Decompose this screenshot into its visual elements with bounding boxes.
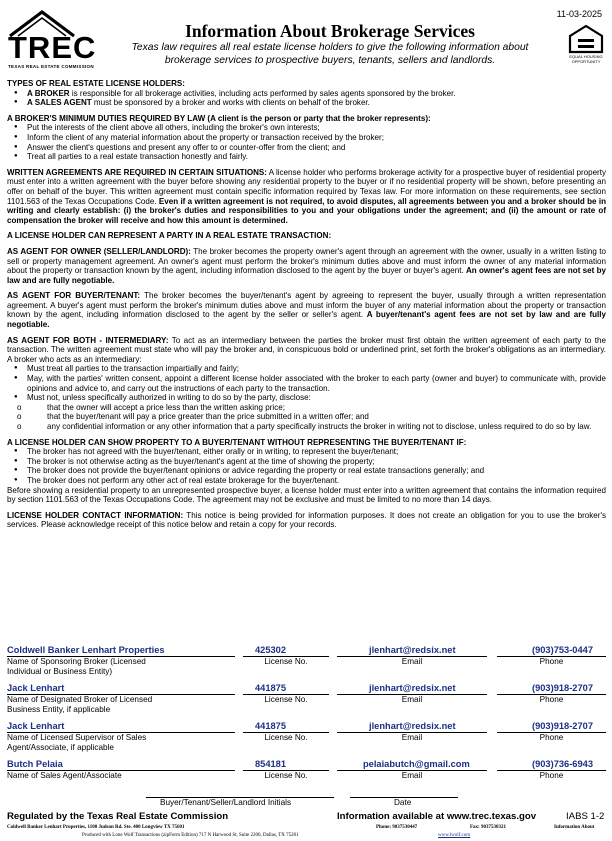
list-item: ● Must treat all parties to the transaction impartially and fairly;	[27, 364, 606, 374]
contact-license[interactable]: 854181	[255, 759, 287, 769]
contact-email[interactable]: jlenhart@redsix.net	[369, 683, 456, 693]
contact-phone[interactable]: (903)736-6943	[532, 759, 593, 769]
buyer-text: The broker becomes the buyer/tenant's agent by agreeing to represent the buyer, usually through a written representation agreement. A buyer's agent must perform the broker's minimum duties above and must inform the buyer of any material information about the property or transaction known by the agent, including information disclosed to the agent by the seller or seller's agent.	[7, 291, 606, 320]
phone-col-label: Phone	[539, 733, 564, 742]
contact-license[interactable]: 425302	[255, 645, 287, 655]
footer-fax: Fax: 9037530321	[470, 825, 506, 830]
regulated-by: Regulated by the Texas Real Estate Commission	[7, 811, 229, 822]
equal-housing-label: EQUAL HOUSING OPPORTUNITY	[569, 54, 603, 64]
disclosure-sublist	[7, 403, 606, 432]
written-text: A license holder who performs brokerage activity for a prospective buyer of residential property must enter into a written agreement with the buyer before showing any residential property to the buyer or if no residential property will be shown, before presenting an offer on behalf of the buyer. This written agreement must contain specific information required by Texas law. For more information on these requirements, see section 1101.563 of the Texas Occupations Code.	[7, 167, 606, 206]
form-id: IABS 1-2	[566, 811, 605, 822]
contact-info-text: This notice is being provided for information purposes. It does not create an obligation for you to use the broker's services. Please acknowledge receipt of this notice below and retain a copy for your records.	[7, 510, 607, 530]
list-item	[27, 89, 606, 99]
doc-name: Information About	[554, 825, 595, 830]
contact-license[interactable]: 441875	[255, 683, 287, 693]
date-label: Date	[394, 798, 412, 807]
license-col-label: License No.	[264, 695, 308, 704]
contact-name[interactable]: Jack Lenhart	[7, 683, 65, 693]
broker-def: is responsible for all brokerage activities, including acts performed by sales agents sponsored by the broker.	[69, 88, 456, 98]
intro-text: Texas law requires all real estate license holders to give the following information about brokerage services to prospective buyers, tenants, sellers and landlords.	[131, 42, 529, 66]
email-col-label: Email	[401, 695, 423, 704]
email-col-label: Email	[401, 771, 423, 780]
contact-name[interactable]: Jack Lenhart	[7, 721, 65, 731]
show-property-list	[7, 447, 606, 485]
contact-email[interactable]: jlenhart@redsix.net	[369, 645, 456, 655]
initials-label: Buyer/Tenant/Seller/Landlord Initials	[160, 798, 292, 807]
form-date: 11-03-2025	[556, 9, 602, 19]
website-link[interactable]: www.lwolf.com	[438, 833, 471, 838]
list-item: ● The broker does not provide the buyer/tenant opinions or advice regarding the property or real estate transactions generally; and	[27, 466, 606, 476]
intermediary-text: To act as an intermediary between the parties the broker must first obtain the written agreement of each party to the transaction. The written agreement must state who will pay the broker and, in conspicuous bold or underlined print, set forth the broker's obligations as an intermediary. A broker who acts as an intermediary:	[7, 335, 606, 364]
duties-heading: A BROKER'S MINIMUM DUTIES REQUIRED BY LAW (A client is the person or party that the broker represents):	[7, 113, 431, 123]
broker-term: A BROKER	[27, 88, 70, 98]
written-heading: WRITTEN AGREEMENTS ARE REQUIRED IN CERTAIN SITUATIONS:	[7, 167, 267, 177]
buyer-bold-text: A buyer/tenant's agent fees are not set by law and are fully negotiable.	[7, 310, 606, 330]
buyer-agent-paragraph	[7, 291, 606, 329]
agent-term: A SALES AGENT	[27, 98, 92, 108]
written-bold-text: Even if a written agreement is not required, to avoid disputes, all agreements between you and a broker should be in writing and clearly establish: (i) the broker's duties and responsibilities to you and your obligations under the agreement; and (ii) the amount or rate of compensation the broker will receive and how this amount is determined.	[7, 196, 606, 225]
list-item: ● Inform the client of any material information about the property or transaction received by the broker;	[27, 133, 606, 143]
contact-info-paragraph	[7, 511, 606, 530]
contact-row-sponsoring-broker	[7, 645, 606, 677]
contact-label: Name of Designated Broker of Licensed Business Entity, if applicable	[7, 695, 153, 714]
show-property-text: Before showing a residential property to an unrepresented prospective buyer, a license holder must enter into a written agreement that contains the information required by section 1101.563 of the Texas Occupations Code. The agreement may not be exclusive and must be limited to no more than 14 days.	[7, 485, 606, 505]
equal-housing-icon	[566, 24, 606, 54]
phone-col-label: Phone	[539, 695, 564, 704]
contact-label: Name of Sponsoring Broker (Licensed Individual or Business Entity)	[7, 657, 146, 676]
owner-text: The broker becomes the property owner's agent through an agreement with the owner, usually in a written listing to sell or property management agreement. An owner's agent must perform the broker's minimum duties above and must inform the owner of any material information about the property or transaction known by the agent, including information disclosed to the agent by the buyer or buyer's agent.	[7, 246, 607, 276]
contact-label: Name of Licensed Supervisor of Sales Agent/Associate, if applicable	[7, 733, 147, 752]
brokerage-line: Coldwell Banker Lenhart Properties, 1100 Judson Rd. Ste. 400 Longview TX 75601	[7, 825, 185, 830]
contact-row-sales-agent	[7, 759, 606, 791]
info-available: Information available at www.trec.texas.gov	[337, 811, 537, 822]
sub-list-item: o that the buyer/tenant will pay a price greater than the price submitted in a written offer; and	[47, 412, 606, 422]
duties-list	[7, 123, 606, 161]
license-col-label: License No.	[264, 657, 308, 666]
list-item: ● Treat all parties to a real estate transaction honestly and fairly.	[27, 152, 606, 162]
produced-line: Produced with Lone Wolf Transactions (zipForm Edition) 717 N Harwood St, Suite 2200, Dallas, TX 75201	[82, 833, 299, 838]
intermediary-heading: AS AGENT FOR BOTH - INTERMEDIARY:	[7, 335, 169, 345]
written-agreements-paragraph	[7, 168, 606, 226]
owner-bold-text: An owner's agent fees are not set by law and are fully negotiable.	[7, 266, 606, 285]
contact-row-designated-broker	[7, 683, 606, 715]
list-item: ● Answer the client's questions and present any offer to or counter-offer from the client; and	[27, 143, 606, 153]
buyer-heading: AS AGENT FOR BUYER/TENANT:	[7, 291, 141, 301]
phone-col-label: Phone	[539, 771, 564, 780]
represent-heading: A LICENSE HOLDER CAN REPRESENT A PARTY IN A REAL ESTATE TRANSACTION:	[7, 231, 332, 241]
contact-name[interactable]: Coldwell Banker Lenhart Properties	[7, 645, 165, 655]
list-item: ● The broker has not agreed with the buyer/tenant, either orally or in writing, to represent the buyer/tenant;	[27, 447, 606, 457]
types-heading: TYPES OF REAL ESTATE LICENSE HOLDERS:	[7, 79, 185, 88]
email-col-label: Email	[401, 733, 423, 742]
intermediary-paragraph	[7, 336, 606, 365]
intermediary-list	[7, 364, 606, 402]
phone-col-label: Phone	[539, 657, 564, 666]
contact-name[interactable]: Butch Pelaia	[7, 759, 63, 769]
sub-list-item: o that the owner will accept a price less than the written asking price;	[47, 403, 606, 413]
contact-license[interactable]: 441875	[255, 721, 287, 731]
logo-text: TREC	[8, 30, 97, 65]
footer-phone: Phone: 9037530447	[376, 825, 418, 830]
list-item: ● Must not, unless specifically authorized in writing to do so by the party, disclose:	[27, 393, 606, 403]
contact-phone[interactable]: (903)753-0447	[532, 645, 593, 655]
agent-def: must be sponsored by a broker and works with clients on behalf of the broker.	[91, 98, 370, 108]
list-item: ● The broker is not otherwise acting as the buyer/tenant's agent at the time of showing the property;	[27, 457, 606, 467]
list-item: ● Put the interests of the client above all others, including the broker's own interests;	[27, 123, 606, 133]
contact-info-heading: LICENSE HOLDER CONTACT INFORMATION:	[7, 510, 184, 520]
contact-label: Name of Sales Agent/Associate	[7, 771, 122, 780]
email-col-label: Email	[401, 657, 423, 666]
show-property-heading: A LICENSE HOLDER CAN SHOW PROPERTY TO A BUYER/TENANT WITHOUT REPRESENTING THE BUYER/TENANT IF:	[7, 437, 467, 447]
contact-email[interactable]: pelaiabutch@gmail.com	[363, 759, 470, 769]
license-col-label: License No.	[264, 771, 308, 780]
owner-heading: AS AGENT FOR OWNER (SELLER/LANDLORD):	[7, 246, 191, 256]
contact-email[interactable]: jlenhart@redsix.net	[369, 721, 456, 731]
owner-agent-paragraph	[7, 247, 606, 285]
form-body	[7, 79, 606, 530]
list-item	[27, 98, 606, 108]
contact-row-supervisor	[7, 721, 606, 753]
page-title: Information About Brokerage Services	[185, 21, 475, 41]
logo-subtitle: TEXAS REAL ESTATE COMMISSION	[8, 64, 94, 69]
types-list	[7, 89, 606, 108]
license-col-label: License No.	[264, 733, 308, 742]
list-item: ● May, with the parties' written consent, appoint a different license holder associated with the broker to each party (owner and buyer) to communicate with, provide opinions and advice to, and carry out the instructions of each party to the transaction.	[27, 374, 606, 393]
list-item: ● The broker does not perform any other act of real estate brokerage for the buyer/tenant.	[27, 476, 606, 486]
contact-phone[interactable]: (903)918-2707	[532, 721, 593, 731]
contact-phone[interactable]: (903)918-2707	[532, 683, 593, 693]
sub-list-item: o any confidential information or any other information that a party specifically instructs the broker in writing not to disclose, unless required to do so by law.	[47, 422, 606, 432]
